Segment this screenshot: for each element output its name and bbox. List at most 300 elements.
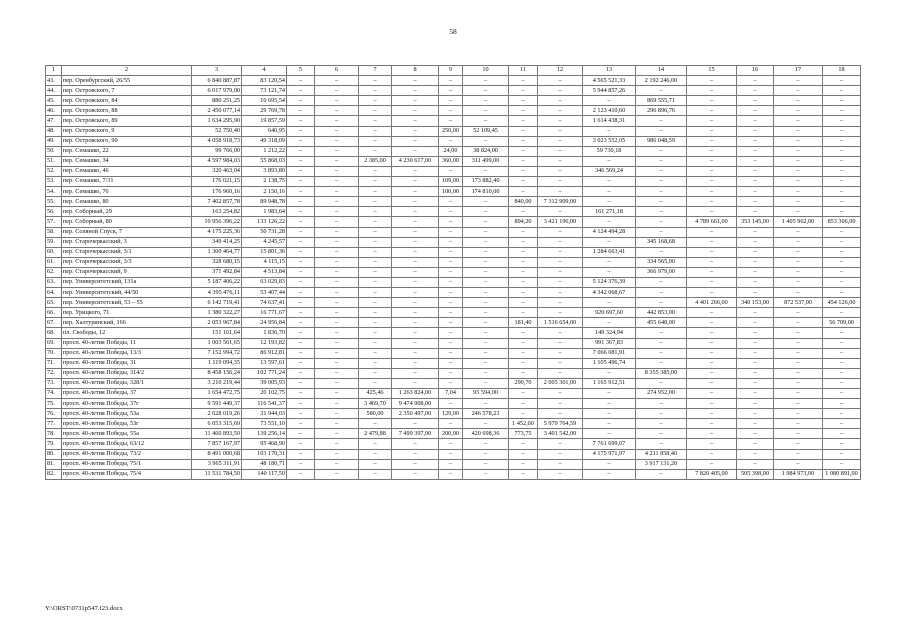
table-row (46, 76, 861, 86)
value-cell: – (823, 308, 861, 318)
value-cell: – (583, 197, 636, 207)
value-cell: – (774, 126, 823, 136)
table-row (46, 106, 861, 116)
value-cell: – (774, 207, 823, 217)
row-number-cell: 82. (46, 469, 62, 479)
value-cell: – (774, 247, 823, 257)
value-cell: – (509, 469, 538, 479)
value-cell: – (538, 156, 583, 166)
row-number-cell: 68. (46, 328, 62, 338)
value-cell: 1 284 663,41 (583, 247, 636, 257)
table-row (46, 267, 861, 277)
value-cell: – (774, 257, 823, 267)
value-cell: – (687, 156, 737, 166)
address-cell: пер. Островского, 7 (62, 86, 192, 96)
value-cell: – (636, 298, 687, 308)
table-row (46, 338, 861, 348)
value-cell: – (315, 76, 359, 86)
row-number-cell: 56. (46, 207, 62, 217)
column-number-cell: 15 (687, 66, 737, 76)
value-cell: – (359, 298, 392, 308)
value-cell: – (315, 267, 359, 277)
row-number-cell: 74. (46, 389, 62, 399)
value-cell: – (687, 399, 737, 409)
row-number-cell: 43. (46, 76, 62, 86)
value-cell: – (392, 267, 439, 277)
page-number: 58 (449, 27, 457, 36)
value-cell: – (737, 308, 774, 318)
table-row (46, 227, 861, 237)
table-row (46, 187, 861, 197)
value-cell: – (392, 459, 439, 469)
value-cell: – (439, 459, 463, 469)
address-cell: просп. 40-летия Победы, 53а (62, 409, 192, 419)
value-cell: – (315, 469, 359, 479)
value-cell: – (823, 146, 861, 156)
value-cell: – (687, 86, 737, 96)
value-cell: – (439, 207, 463, 217)
value-cell: – (287, 358, 315, 368)
value-cell: – (823, 439, 861, 449)
value-cell: – (359, 267, 392, 277)
value-cell: – (463, 378, 509, 388)
table-row (46, 409, 861, 419)
value-cell: 1 300 464,77 (192, 247, 242, 257)
value-cell: 1 105 496,74 (583, 358, 636, 368)
value-cell: 13 597,61 (242, 358, 287, 368)
value-cell: – (737, 439, 774, 449)
value-cell: – (439, 247, 463, 257)
table-row (46, 288, 861, 298)
table-row (46, 197, 861, 207)
value-cell: – (315, 166, 359, 176)
value-cell: – (315, 459, 359, 469)
value-cell: – (315, 338, 359, 348)
value-cell: – (463, 247, 509, 257)
value-cell: – (636, 116, 687, 126)
value-cell: – (359, 116, 392, 126)
value-cell: 920 697,60 (583, 308, 636, 318)
row-number-cell: 76. (46, 409, 62, 419)
value-cell: – (463, 328, 509, 338)
value-cell: – (823, 338, 861, 348)
value-cell: – (439, 338, 463, 348)
value-cell: – (359, 328, 392, 338)
value-cell: 7 152 994,72 (192, 348, 242, 358)
value-cell: – (509, 348, 538, 358)
value-cell: – (392, 358, 439, 368)
value-cell: – (583, 257, 636, 267)
value-cell: – (359, 419, 392, 429)
value-cell: – (509, 399, 538, 409)
value-cell: – (538, 76, 583, 86)
value-cell: 10 695,54 (242, 96, 287, 106)
value-cell: – (823, 86, 861, 96)
value-cell: – (287, 288, 315, 298)
row-number-cell: 63. (46, 277, 62, 287)
table-row (46, 459, 861, 469)
value-cell: – (687, 76, 737, 86)
value-cell: – (287, 146, 315, 156)
value-cell: – (737, 409, 774, 419)
value-cell: 345 168,68 (636, 237, 687, 247)
value-cell: – (737, 378, 774, 388)
value-cell: 872 537,00 (774, 298, 823, 308)
value-cell: – (737, 459, 774, 469)
value-cell: 31 944,03 (242, 409, 287, 419)
value-cell: – (823, 328, 861, 338)
value-cell: – (737, 247, 774, 257)
row-number-cell: 79. (46, 439, 62, 449)
value-cell: – (687, 348, 737, 358)
value-cell: – (392, 469, 439, 479)
table-row (46, 86, 861, 96)
address-cell: пл. Свободы, 12 (62, 328, 192, 338)
value-cell: – (315, 257, 359, 267)
value-cell: – (315, 308, 359, 318)
value-cell: – (463, 469, 509, 479)
value-cell: – (737, 368, 774, 378)
value-cell: 11 460 893,50 (192, 429, 242, 439)
value-cell: – (636, 439, 687, 449)
value-cell: – (737, 156, 774, 166)
value-cell: – (359, 348, 392, 358)
value-cell: – (636, 378, 687, 388)
value-cell: – (439, 328, 463, 338)
value-cell: – (636, 146, 687, 156)
value-cell: – (392, 146, 439, 156)
value-cell: 991 367,83 (583, 338, 636, 348)
value-cell: – (463, 348, 509, 358)
value-cell: – (509, 136, 538, 146)
value-cell: 89 948,78 (242, 197, 287, 207)
value-cell: – (315, 358, 359, 368)
value-cell: 4 245,57 (242, 237, 287, 247)
value-cell: – (287, 257, 315, 267)
value-cell: – (509, 126, 538, 136)
value-cell: – (287, 409, 315, 419)
value-cell: – (509, 187, 538, 197)
value-cell: – (439, 298, 463, 308)
value-cell: – (463, 439, 509, 449)
address-cell: просп. 40-летия Победы, 13/3 (62, 348, 192, 358)
value-cell: – (463, 399, 509, 409)
value-cell: – (287, 166, 315, 176)
value-cell: – (287, 76, 315, 86)
column-number-cell: 2 (62, 66, 192, 76)
value-cell: – (583, 419, 636, 429)
value-cell: – (287, 247, 315, 257)
value-cell: – (823, 358, 861, 368)
value-cell: – (287, 399, 315, 409)
value-cell: 773,75 (509, 429, 538, 439)
value-cell: – (774, 368, 823, 378)
row-number-cell: 52. (46, 166, 62, 176)
value-cell: 95 594,00 (463, 389, 509, 399)
value-cell: – (359, 106, 392, 116)
value-cell: – (774, 187, 823, 197)
value-cell: – (737, 227, 774, 237)
value-cell: – (687, 439, 737, 449)
value-cell: 133 126,22 (242, 217, 287, 227)
value-cell: 4 175 225,36 (192, 227, 242, 237)
value-cell: – (538, 389, 583, 399)
address-cell: пер. Островского, 89 (62, 116, 192, 126)
value-cell: – (636, 358, 687, 368)
value-cell: 10 956 396,22 (192, 217, 242, 227)
value-cell: – (359, 308, 392, 318)
value-cell: – (687, 177, 737, 187)
value-cell: – (392, 449, 439, 459)
row-number-cell: 80. (46, 449, 62, 459)
value-cell: – (359, 76, 392, 86)
value-cell: 55 868,03 (242, 156, 287, 166)
value-cell: – (774, 419, 823, 429)
value-cell: – (774, 409, 823, 419)
value-cell: – (509, 298, 538, 308)
value-cell: – (636, 247, 687, 257)
value-cell: 2 005 301,00 (538, 378, 583, 388)
table-row (46, 96, 861, 106)
column-number-cell: 1 (46, 66, 62, 76)
value-cell: – (315, 439, 359, 449)
value-cell: – (583, 368, 636, 378)
value-cell: – (315, 318, 359, 328)
value-cell: – (737, 187, 774, 197)
table-row (46, 308, 861, 318)
value-cell: – (315, 368, 359, 378)
value-cell: – (509, 177, 538, 187)
value-cell: – (359, 247, 392, 257)
value-cell: – (463, 298, 509, 308)
value-cell: – (392, 298, 439, 308)
value-cell: 83 120,54 (242, 76, 287, 86)
value-cell: 174 810,00 (463, 187, 509, 197)
value-cell: – (287, 207, 315, 217)
value-cell: – (315, 217, 359, 227)
value-cell: 2 350 497,00 (392, 409, 439, 419)
value-cell: – (463, 277, 509, 287)
value-cell: – (287, 459, 315, 469)
value-cell: – (636, 86, 687, 96)
value-cell: – (737, 146, 774, 156)
value-cell: – (315, 328, 359, 338)
value-cell: 7,04 (439, 389, 463, 399)
value-cell: 140 117,50 (242, 469, 287, 479)
value-cell: – (315, 429, 359, 439)
address-cell: пер. Семашко, 34 (62, 156, 192, 166)
value-cell: – (687, 449, 737, 459)
value-cell: – (315, 187, 359, 197)
value-cell: – (774, 106, 823, 116)
value-cell: – (538, 177, 583, 187)
value-cell: – (439, 449, 463, 459)
value-cell: – (823, 368, 861, 378)
value-cell: – (823, 166, 861, 176)
value-cell: – (774, 429, 823, 439)
value-cell: – (463, 136, 509, 146)
value-cell: 250,00 (439, 126, 463, 136)
value-cell: 455 648,00 (636, 318, 687, 328)
value-cell: – (315, 86, 359, 96)
value-cell: – (359, 146, 392, 156)
value-cell: – (359, 237, 392, 247)
address-cell: просп. 40-летия Победы, 63/12 (62, 439, 192, 449)
address-cell: пер. Старочеркасский, 9 (62, 267, 192, 277)
value-cell: – (636, 328, 687, 338)
value-cell: – (774, 146, 823, 156)
value-cell: – (823, 116, 861, 126)
address-cell: пер. Семашко, 7/31 (62, 177, 192, 187)
column-number-cell: 7 (359, 66, 392, 76)
column-number-cell: 11 (509, 66, 538, 76)
value-cell: 6 840 887,87 (192, 76, 242, 86)
value-cell: – (687, 207, 737, 217)
value-cell: 6 017 979,00 (192, 86, 242, 96)
value-cell: – (737, 257, 774, 267)
value-cell: – (315, 197, 359, 207)
table-row (46, 469, 861, 479)
value-cell: – (287, 389, 315, 399)
value-cell: – (737, 338, 774, 348)
value-cell: – (737, 328, 774, 338)
value-cell: – (583, 409, 636, 419)
value-cell: – (823, 378, 861, 388)
value-cell: – (509, 389, 538, 399)
row-number-cell: 60. (46, 247, 62, 257)
value-cell: – (687, 429, 737, 439)
address-cell: пер. Островского, 88 (62, 106, 192, 116)
value-cell: 4 175 971,97 (583, 449, 636, 459)
value-cell: – (823, 187, 861, 197)
table-row (46, 116, 861, 126)
value-cell: – (509, 96, 538, 106)
address-cell: пер. Семашко, 46 (62, 166, 192, 176)
value-cell: 4 115,15 (242, 257, 287, 267)
value-cell: – (392, 318, 439, 328)
value-cell: – (538, 338, 583, 348)
address-cell: пер. Островского, 84 (62, 96, 192, 106)
column-number-cell: 3 (192, 66, 242, 76)
value-cell: – (287, 318, 315, 328)
value-cell: – (737, 288, 774, 298)
value-cell: – (509, 459, 538, 469)
value-cell: – (774, 277, 823, 287)
address-cell: пер. Семашко, 76 (62, 187, 192, 197)
value-cell: – (538, 399, 583, 409)
row-number-cell: 49. (46, 136, 62, 146)
value-cell: 39 005,93 (242, 378, 287, 388)
value-cell: 360,00 (439, 156, 463, 166)
value-cell: – (687, 389, 737, 399)
value-cell: 163 254,82 (192, 207, 242, 217)
value-cell: – (636, 207, 687, 217)
value-cell: 8 355 385,00 (636, 368, 687, 378)
value-cell: 5 979 764,59 (538, 419, 583, 429)
value-cell: – (287, 338, 315, 348)
value-cell: – (823, 348, 861, 358)
value-cell: – (583, 298, 636, 308)
value-cell: – (823, 156, 861, 166)
row-number-cell: 55. (46, 197, 62, 207)
value-cell: – (392, 338, 439, 348)
value-cell: – (463, 106, 509, 116)
value-cell: – (823, 207, 861, 217)
value-cell: – (538, 166, 583, 176)
value-cell: 320 463,04 (192, 166, 242, 176)
address-cell: пер. Университетский, 44/50 (62, 288, 192, 298)
table-row (46, 419, 861, 429)
value-cell: – (287, 126, 315, 136)
value-cell: – (583, 126, 636, 136)
value-cell: 2 628 019,26 (192, 409, 242, 419)
value-cell: 4 565 521,33 (583, 76, 636, 86)
row-number-cell: 73. (46, 378, 62, 388)
value-cell: – (774, 267, 823, 277)
value-cell: – (315, 177, 359, 187)
table-row (46, 298, 861, 308)
value-cell: 340 153,00 (737, 298, 774, 308)
value-cell: 15 801,36 (242, 247, 287, 257)
address-cell: пер. Соборный, 80 (62, 217, 192, 227)
value-cell: – (538, 449, 583, 459)
value-cell: – (583, 96, 636, 106)
value-cell: – (315, 136, 359, 146)
value-cell: – (392, 328, 439, 338)
address-cell: пер. Островского, 9 (62, 126, 192, 136)
value-cell: 38 824,00 (463, 146, 509, 156)
address-cell: пер. Старочеркасский, 3/1 (62, 247, 192, 257)
value-cell: – (687, 277, 737, 287)
value-cell: 454 126,00 (823, 298, 861, 308)
value-cell: – (583, 459, 636, 469)
value-cell: 100,00 (439, 187, 463, 197)
value-cell: – (509, 106, 538, 116)
row-number-cell: 61. (46, 257, 62, 267)
value-cell: – (392, 237, 439, 247)
address-cell: пер. Семашко, 80 (62, 197, 192, 207)
value-cell: 371 492,84 (192, 267, 242, 277)
address-cell: просп. 40-летия Победы, 75/4 (62, 469, 192, 479)
value-cell: – (636, 177, 687, 187)
value-cell: – (392, 217, 439, 227)
value-cell: 334 565,00 (636, 257, 687, 267)
value-cell: 246 578,23 (463, 409, 509, 419)
value-cell: – (287, 469, 315, 479)
value-cell: 176 960,16 (192, 187, 242, 197)
value-cell: – (823, 288, 861, 298)
value-cell: – (583, 469, 636, 479)
value-cell: 311 499,00 (463, 156, 509, 166)
value-cell: – (583, 429, 636, 439)
value-cell: – (439, 237, 463, 247)
value-cell: – (287, 106, 315, 116)
value-cell: – (774, 227, 823, 237)
value-cell: – (583, 267, 636, 277)
value-cell: – (538, 136, 583, 146)
value-cell: – (359, 177, 392, 187)
value-cell: – (774, 197, 823, 207)
value-cell: – (463, 217, 509, 227)
value-cell: 176 021,15 (192, 177, 242, 187)
value-cell: – (823, 459, 861, 469)
row-number-cell: 65. (46, 298, 62, 308)
table-row (46, 217, 861, 227)
row-number-cell: 48. (46, 126, 62, 136)
value-cell: – (823, 96, 861, 106)
value-cell: 11 531 784,50 (192, 469, 242, 479)
value-cell: 1 380 322,27 (192, 308, 242, 318)
